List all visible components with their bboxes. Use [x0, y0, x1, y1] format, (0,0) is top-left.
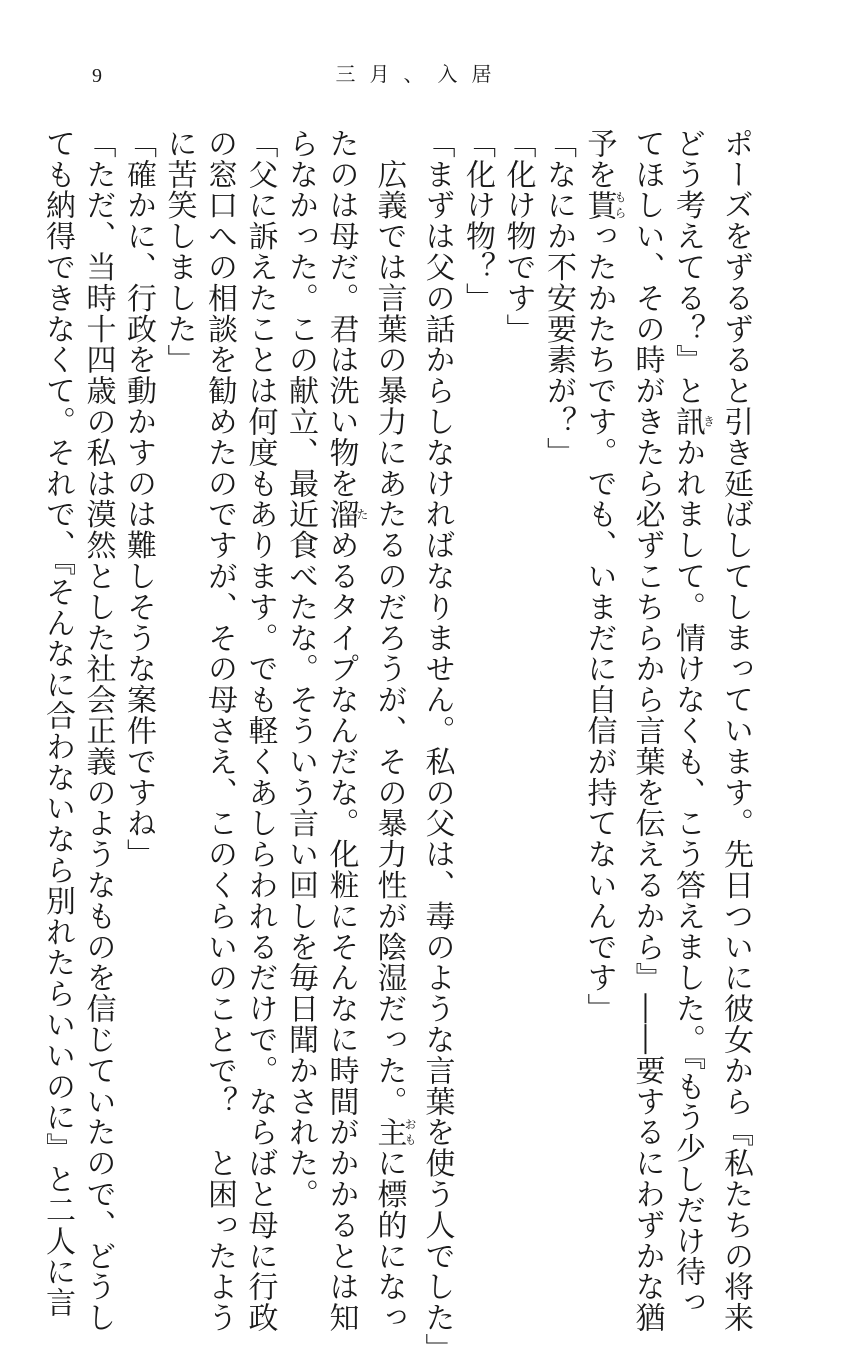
- text-column: 「まずは父の話からしなければなりません。私の父は、毒のような言葉を使う人でした」: [419, 128, 455, 1364]
- page-number: 9: [92, 65, 102, 87]
- text-column: の窓口への相談を勧めたのですが、その母さえ、このくらいのことで？ と困ったよう: [202, 128, 237, 1334]
- text-column: ても納得できなくて。それで、『そんなに合わないなら別れたらいいのに』と二人に言: [40, 128, 75, 1319]
- ruby-annotation: 溜た: [323, 498, 369, 530]
- text-column: 広義では言葉の暴力にあたるのだろうが、その暴力性が陰湿だった。主おもに標的になっ: [371, 128, 417, 1334]
- text-column: 「ただ、当時十四歳の私は漠然とした社会正義のようなものを信じていたので、どうし: [80, 128, 116, 1334]
- text-column: 「父に訴えたことは何度もあります。でも軽くあしらわれるだけで。ならばと母に行政: [242, 128, 278, 1334]
- text-column: たのは母だ。君は洗い物を溜ためるタイプなんだな。化粧にそんなに時間がかかるとは知: [323, 128, 369, 1334]
- text-column: てほしい、その時がきたら必ずこちらから言葉を伝えるから』――要するにわずかな猶: [629, 128, 665, 1334]
- running-title: 三月、入居: [335, 62, 506, 86]
- body-text: [40, 128, 755, 1364]
- text-column: ポーズをずるずると引き延ばしてしまっています。先日ついに彼女から『私たちの将来: [718, 128, 753, 1334]
- ruby-annotation: 貰もら: [581, 189, 627, 221]
- ruby-annotation: 訊き: [670, 406, 716, 438]
- text-column: 「確かに、行政を動かすのは難しそうな案件ですね」: [121, 128, 156, 870]
- text-column: らなかった。この献立、最近食べたな。そういう言い回しを毎日聞かされた。: [283, 128, 318, 1210]
- text-column: 「化け物です」: [500, 128, 536, 345]
- text-column: 「なにか不安要素が？」: [541, 128, 576, 468]
- text-column: に苦笑しました」: [161, 128, 197, 376]
- text-column: 「化け物？」: [460, 128, 495, 314]
- text-column: 予を貰もらったかたちです。でも、いまだに自信が持てないんです」: [581, 128, 627, 1025]
- ruby-annotation: 主おも: [371, 1116, 417, 1148]
- text-column: どう考えてる？』と訊きかれまして。情けなくも、こう答えました。『もう少しだけ待っ: [670, 128, 716, 1319]
